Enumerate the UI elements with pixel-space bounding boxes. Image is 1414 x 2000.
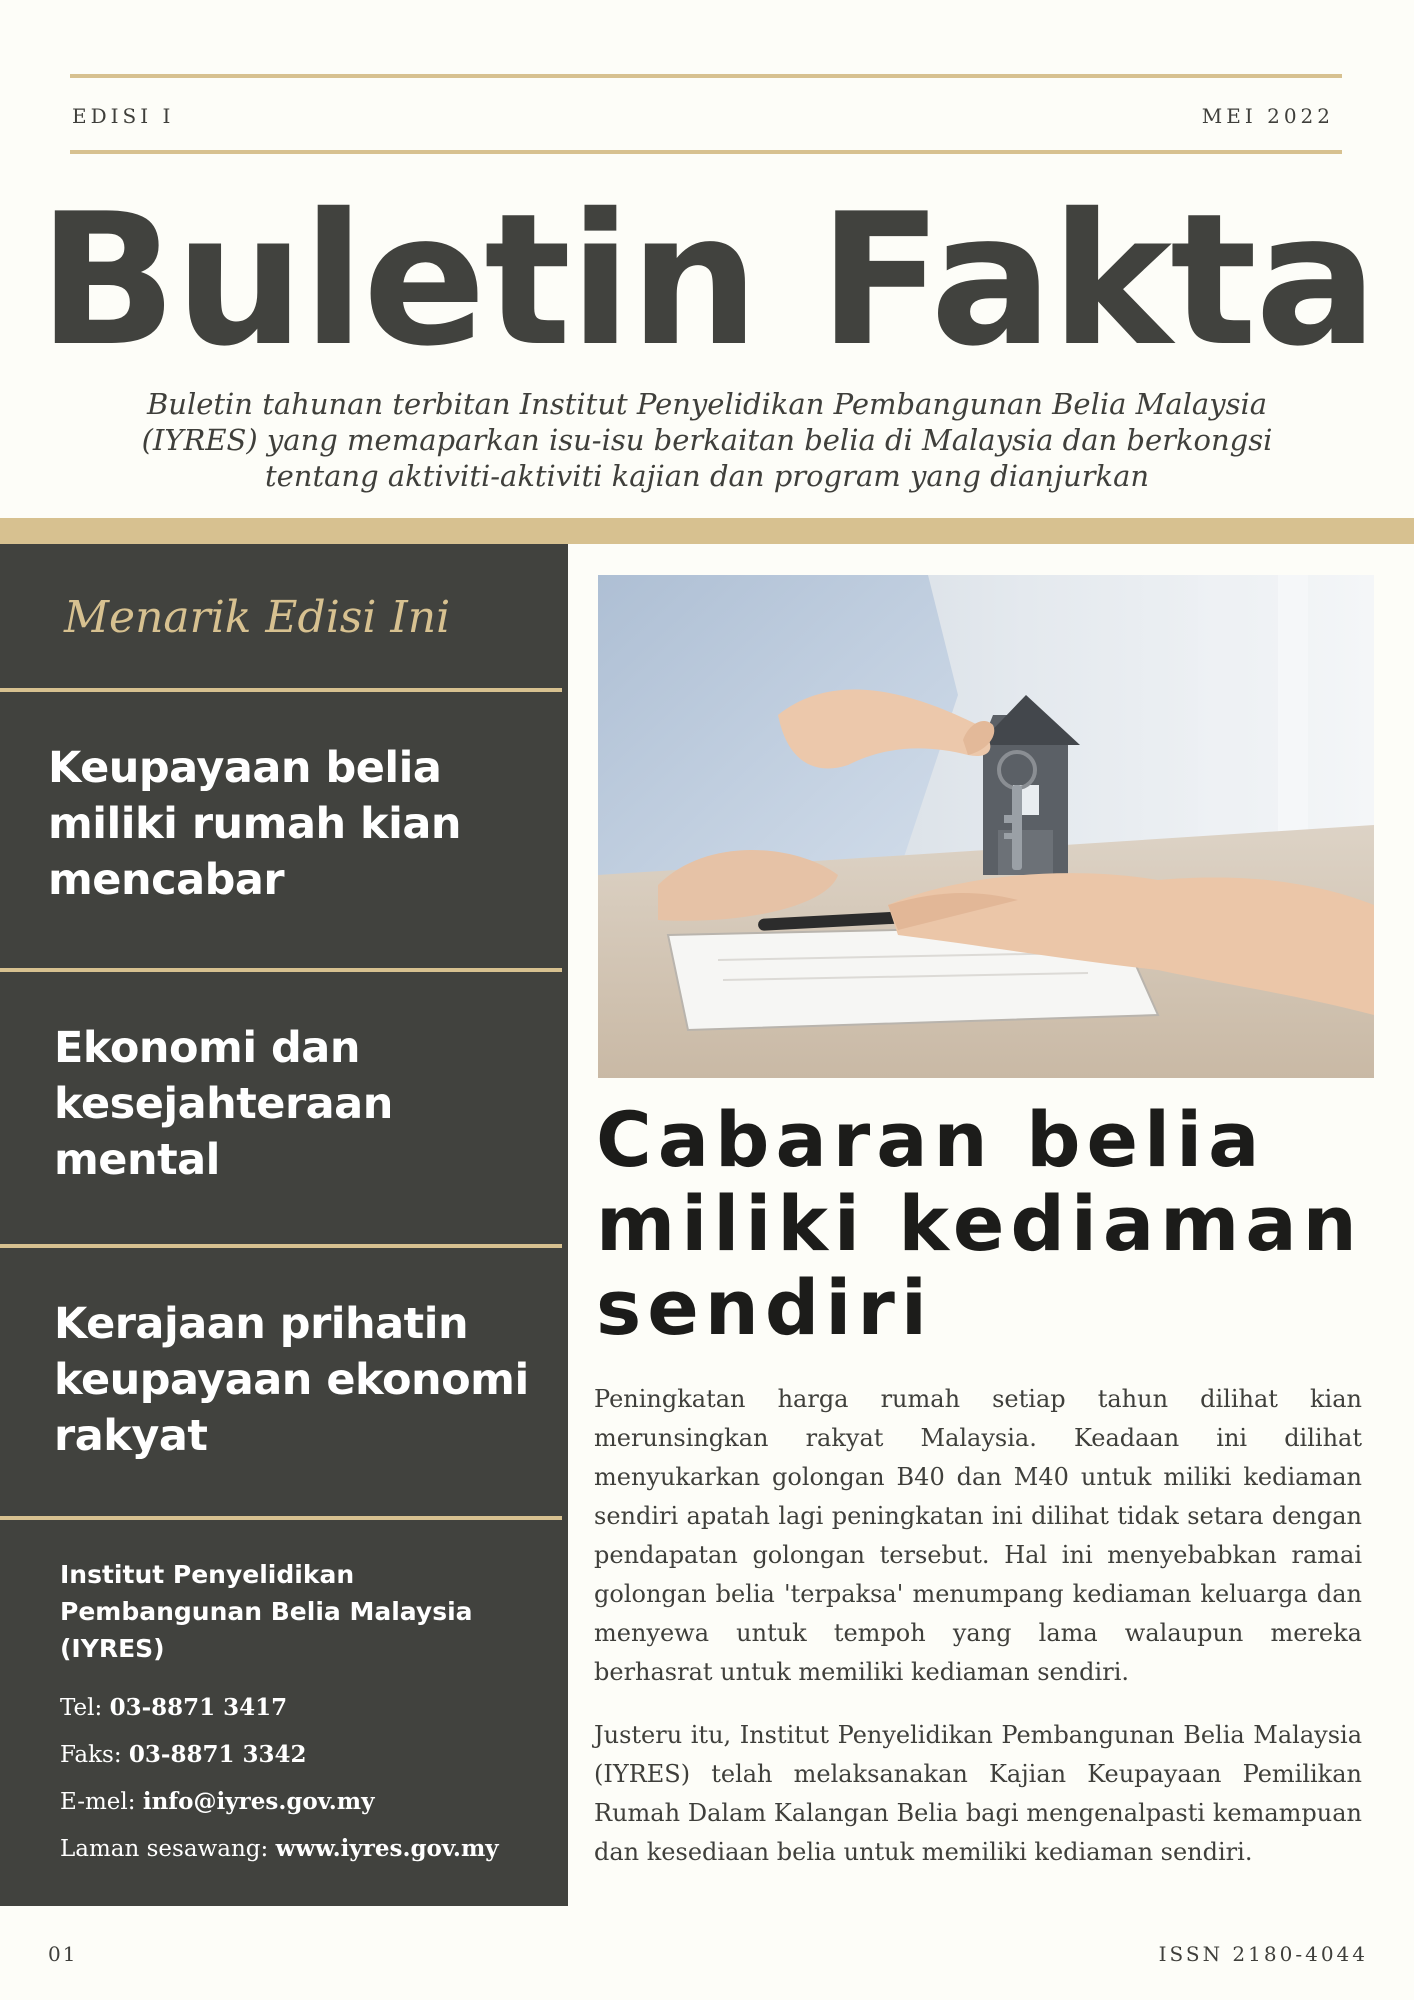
contact-phone-value: 03-8871 3417 — [109, 1694, 288, 1721]
contact-phone — [60, 1694, 560, 1721]
contact-email — [60, 1788, 560, 1815]
sidebar-divider — [0, 1516, 562, 1520]
key-handover-illustration — [598, 575, 1374, 1078]
issn-number: ISSN 2180-4044 — [1158, 1942, 1368, 1966]
highlights-sidebar — [0, 544, 568, 1906]
contact-fax — [60, 1741, 560, 1768]
header-gold-rule — [70, 150, 1342, 154]
highlight-item-housing: Keupayaan belia miliki rumah kian mencabar — [48, 743, 462, 905]
contact-website-value[interactable]: www.iyres.gov.my — [275, 1835, 499, 1862]
article-paragraph: Peningkatan harga rumah setiap tahun dilihat kian merunsingkan rakyat Malaysia. Keadaan ini dilihat menyukarkan golongan B40 dan M40 untuk miliki kediaman sendiri apatah lagi peningkatan ini dilihat tidak setara dengan pendapatan golongan tersebut. Hal ini menyebabkan ramai golongan belia 'terpaksa' menumpang kediaman keluarga dan menyewa untuk tempoh yang lama walaupun mereka berhasrat untuk memiliki kediaman sendiri. — [594, 1385, 1362, 1686]
sidebar-divider — [0, 968, 562, 972]
contact-website-label: Laman sesawang: — [60, 1836, 276, 1862]
article-title: Cabaran belia miliki kediaman sendiri — [596, 1095, 1363, 1352]
edition-label: EDISI I — [72, 104, 175, 128]
contact-email-label: E-mel: — [60, 1789, 143, 1815]
article-photo — [598, 575, 1374, 1078]
masthead-title: Buletin Fakta — [38, 174, 1376, 386]
contact-phone-label: Tel: — [60, 1695, 110, 1721]
organization-name: Institut Penyelidikan Pembangunan Belia Malaysia (IYRES) — [60, 1560, 473, 1663]
masthead-tagline: Buletin tahunan terbitan Institut Penyelidikan Pembangunan Belia Malaysia (IYRES) yang memaparkan isu-isu berkaitan belia di Malaysia dan berkongsi tentang aktiviti-aktiviti kajian dan program yang dianjurkan — [141, 387, 1273, 493]
contact-website — [60, 1835, 560, 1862]
highlight-item-economy: Ekonomi dan kesejahteraan mental — [54, 1023, 393, 1185]
sidebar-divider — [0, 1244, 562, 1248]
issue-date: MEI 2022 — [1201, 104, 1334, 128]
contact-email-value[interactable]: info@iyres.gov.my — [142, 1788, 375, 1815]
contact-fax-label: Faks: — [60, 1742, 129, 1768]
article-paragraph: Justeru itu, Institut Penyelidikan Pembangunan Belia Malaysia (IYRES) telah melaksanakan Kajian Keupayaan Pemilikan Rumah Dalam Kalangan Belia bagi mengenalpasti kemampuan dan kesediaan belia untuk memiliki kediaman sendiri. — [594, 1721, 1362, 1866]
highlight-item-government: Kerajaan prihatin keupayaan ekonomi rakyat — [54, 1299, 529, 1461]
sidebar-title: Menarik Edisi Ini — [64, 592, 451, 643]
page-number: 01 — [48, 1942, 78, 1966]
contact-fax-value: 03-8871 3342 — [128, 1741, 307, 1768]
gold-divider-band — [0, 518, 1414, 544]
sidebar-divider — [0, 688, 562, 692]
top-gold-rule — [70, 74, 1342, 78]
